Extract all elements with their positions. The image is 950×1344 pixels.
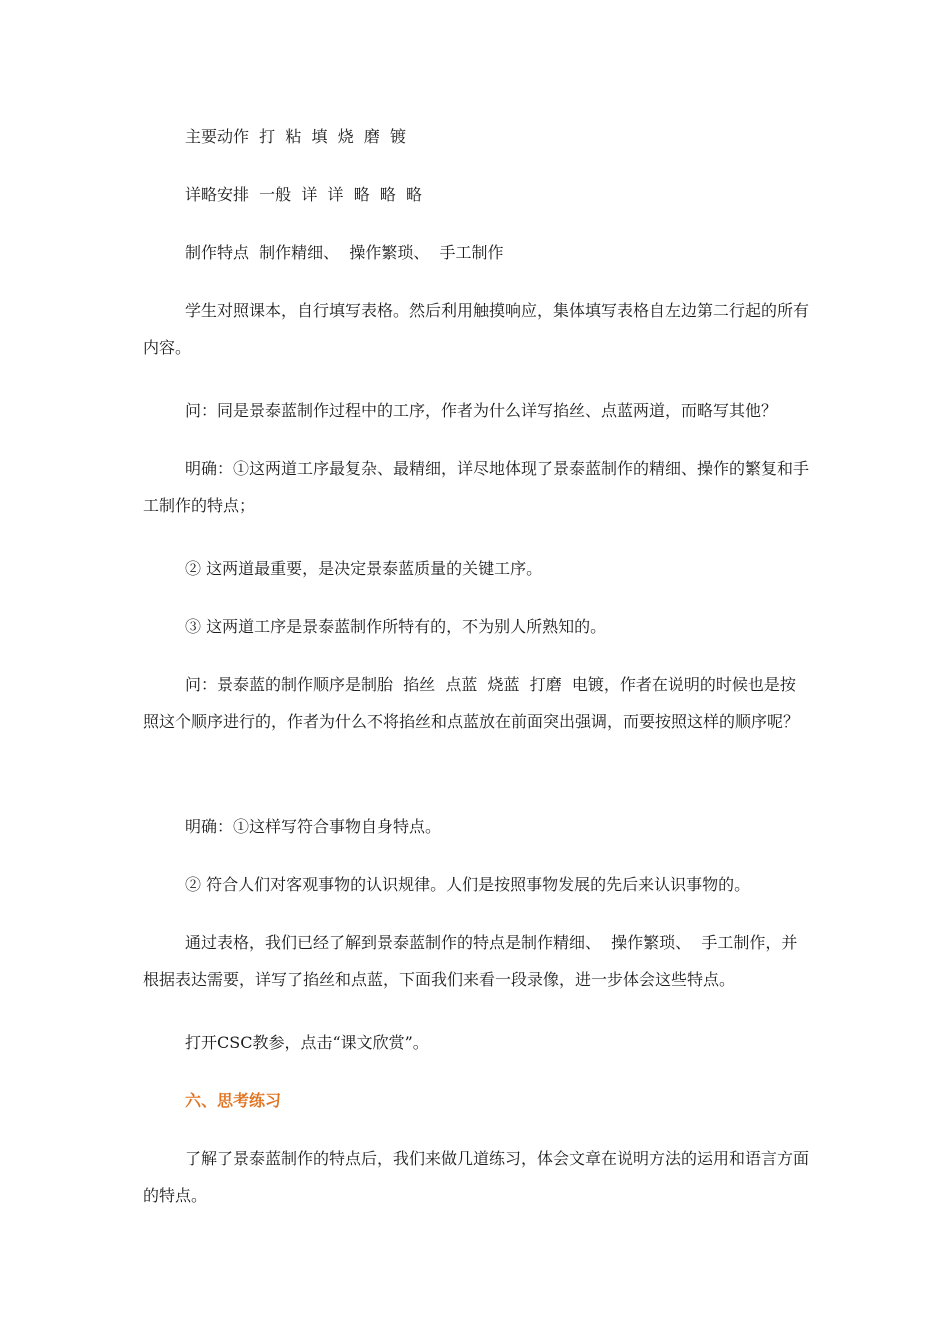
paragraph-student-activity: 学生对照课本，自行填写表格。然后利用触摸响应，集体填写表格自左边第二行起的所有内容。	[143, 301, 810, 357]
paragraph-answer-2-point-2: ② 符合人们对客观事物的认识规律。人们是按照事物发展的先后来认识事物的。	[185, 875, 751, 894]
paragraph-exercise-intro: 了解了景泰蓝制作的特点后，我们来做几道练习，体会文章在说明方法的运用和语言方面的特点。	[143, 1149, 810, 1205]
table-row-main-actions: 主要动作 打 粘 填 烧 磨 镀	[185, 127, 407, 146]
paragraph-open-csc: 打开CSC教参，点击“课文欣赏”。	[185, 1033, 429, 1052]
paragraph-question-1: 问：同是景泰蓝制作过程中的工序，作者为什么详写掐丝、点蓝两道，而略写其他？	[185, 401, 778, 420]
paragraph-answer-1-point-2: ② 这两道最重要，是决定景泰蓝质量的关键工序。	[185, 559, 543, 578]
table-row-detail-arrangement: 详略安排 一般 详 详 略 略 略	[185, 185, 423, 204]
section-heading: 六、思考练习	[185, 1091, 282, 1110]
paragraph-answer-2: 明确：①这样写符合事物自身特点。	[185, 817, 442, 836]
paragraph-answer-1: 明确：①这两道工序最复杂、最精细，详尽地体现了景泰蓝制作的精细、操作的繁复和手工制作的特点；	[143, 459, 810, 515]
table-row-production-features: 制作特点 制作精细、 操作繁琐、 手工制作	[185, 243, 504, 262]
paragraph-summary: 通过表格，我们已经了解到景泰蓝制作的特点是制作精细、 操作繁琐、 手工制作，并根据表达需要，详写了掐丝和点蓝，下面我们来看一段录像，进一步体会这些特点。	[143, 933, 798, 989]
paragraph-question-2: 问：景泰蓝的制作顺序是制胎 掐丝 点蓝 烧蓝 打磨 电镀，作者在说明的时候也是按照这个顺序进行的，作者为什么不将掐丝和点蓝放在前面突出强调，而要按照这样的顺序呢？	[143, 675, 800, 731]
paragraph-answer-1-point-3: ③ 这两道工序是景泰蓝制作所特有的，不为别人所熟知的。	[185, 617, 607, 636]
